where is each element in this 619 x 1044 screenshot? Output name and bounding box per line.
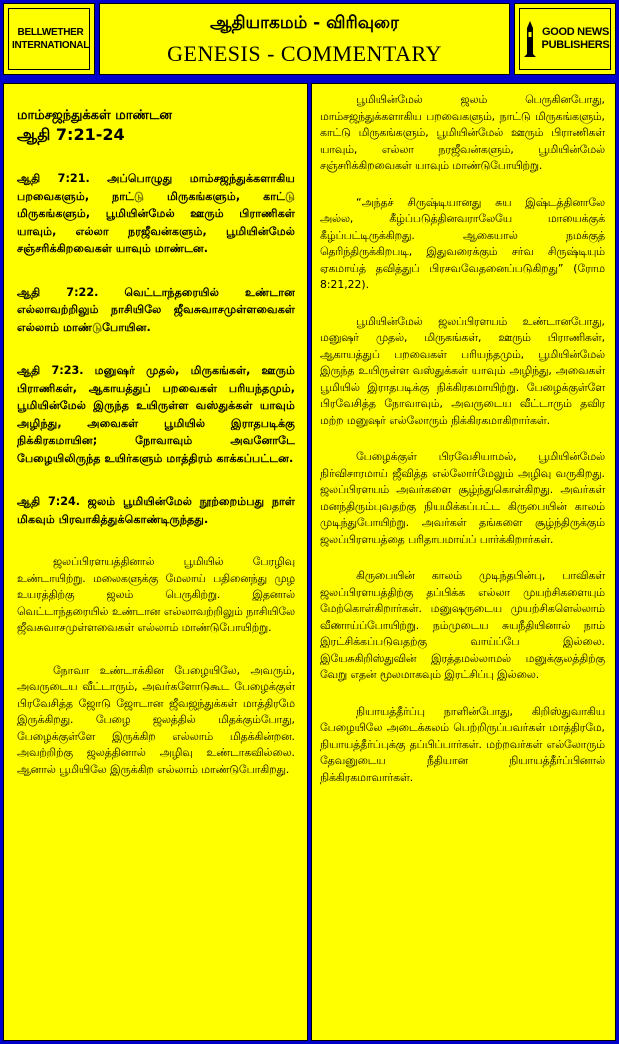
- commentary-paragraph: கிருபையின் காலம் முடிந்தபின்பு, பாவிகள் ஜலப்பிரளயத்திற்கு தப்பிக்க எல்லா முயற்சிகளையும் மேற்கொள்கிறார்கள். மனுஷருடைய முயற்சிகளெல்லாம் வீணாய்ப்போயிற்று. நம்முடைய சுயநீதியினால் நாம் இரட்சிக்கப்படுவதற்கு வாய்ப்பே இல்லை. இயேசுகிறிஸ்துவின் இரத்தமல்லாமல் மனுக்குலத்திற்கு வேறு எதன் மூலமாகவும் இரட்சிப்பு இல்லை.: [320, 569, 605, 681]
- commentary-paragraph: பேழைக்குள் பிரவேசியாமல், பூமியின்மேல் நிர்விசாரமாய் ஜீவித்த எல்லோர்மேலும் அழிவு வருகிறது. ஜலப்பிரளயம் அவர்களை சூழ்ந்துகொள்கிறது. அவர்கள் மனந்திரும்புவதற்கு நியமிக்கப்பட்ட கிருபையின் காலம் முடிந்துபோயிற்று. அவர்கள் தங்களை சூழ்ந்திருக்கும் ஜலப்பிரளயத்தை பரிதாபமாய்ப் பார்க்கிறார்கள்.: [320, 450, 605, 546]
- good-news-logo: [514, 3, 616, 75]
- title-tamil: ஆதியாகமம் - விரிவுரை: [210, 13, 399, 33]
- commentary-paragraph: பூமியின்மேல் ஜலப்பிரளயம் உண்டானபோது, மனுஷர் முதல், மிருகங்கள், ஊரும் பிராணிகள், ஆகாயத்துப் பறவைகள் பரியந்தமும், பூமியின்மேல் இருந்த உயிருள்ள வஸ்துக்கள் யாவும் அழிந்து, அவைகள் பூமியில் இராதபடிக்கு நிக்கிரகமாயிற்று. பேழைக்குள்ளே பிரவேசித்த நோவாவும், அவருடைய வீட்டாரும் தவிர மற்ற மனுஷர் எல்லோரும் நிக்கிரகமாகிறார்கள்.: [320, 314, 605, 427]
- logo-line-2: INTERNATIONAL: [11, 40, 90, 51]
- bell-tower-icon: [521, 20, 539, 58]
- left-column: [3, 83, 308, 1041]
- title-english: GENESIS - COMMENTARY: [167, 41, 442, 66]
- verse-7-22: ஆதி 7:22. வெட்டாந்தரையில் உண்டான எல்லாவற்றிலும் நாசியிலே ஜீவசுவாசமுள்ளவைகள் எல்லாம் மாண்டுபோயின.: [17, 285, 295, 334]
- verse-7-24: ஆதி 7:24. ஜலம் பூமியின்மேல் நூற்றைம்பது நாள் மிகவும் பிரவாகித்துக்கொண்டிருந்தது.: [17, 495, 295, 526]
- logo-line-1: GOOD NEWS: [542, 26, 609, 38]
- bellwether-logo-frame: [8, 8, 90, 70]
- commentary-paragraph: ஜலப்பிரளயத்தினால் பூமியில் பேரழிவு உண்டாயிற்று. மலைகளுக்கு மேலாய் பதினைந்து முழ உயரத்திற்கு ஜலம் பெருகிற்று. இதனால் வெட்டாந்தரையில் உண்டான எல்லாவற்றிலும் நாசியிலே ஜீவசுவாசமுள்ளவைகள் எல்லாம் மாண்டுபோயிற்று.: [17, 555, 295, 634]
- commentary-paragraph: பூமியின்மேல் ஜலம் பெருகினபோது, மாம்சஜந்துக்களாகிய பறவைகளும், நாட்டு மிருகங்களும், காட்டு மிருகங்களும், பூமியின்மேல் ஊரும் பிராணிகள் யாவும், எல்லா நரஜீவன்களும், பூமியின்மேல் சஞ்சரிக்கிறவைகள் யாவும் மாண்டுபோயிற்று.: [320, 93, 605, 172]
- title-box: [99, 3, 510, 75]
- good-news-logo-frame: [519, 8, 611, 70]
- right-column: [311, 83, 616, 1041]
- bellwether-logo: [3, 3, 95, 75]
- logo-line-1: BELLWETHER: [17, 27, 84, 38]
- verse-7-21: ஆதி 7:21. அப்பொழுது மாம்சஜந்துக்களாகிய பறவைகளும், நாட்டு மிருகங்களும், காட்டு மிருகங்களும், பூமியின்மேல் ஊரும் பிராணிகள் யாவும், எல்லா நரஜீவன்களும், பூமியின்மேல் சஞ்சரிக்கிறவைகள் யாவும் மாண்டன.: [17, 172, 295, 255]
- scripture-reference: ஆதி 7:21-24: [17, 125, 125, 144]
- verse-7-23: ஆதி 7:23. மனுஷர் முதல், மிருகங்கள், ஊரும் பிராணிகள், ஆகாயத்துப் பறவைகள் பரியந்தமும், பூமியின்மேல் இருந்த உயிருள்ள வஸ்துக்கள் யாவும் அழிந்து, அவைகள் பூமியில் இராதபடிக்கு நிக்கிரகமாயின; நோவாவும் அவனோடே பேழையிலிருந்த உயிர்களும் மாத்திரம் காக்கப்பட்டன.: [17, 364, 295, 465]
- page-header: [0, 0, 619, 80]
- commentary-paragraph: நோவா உண்டாக்கின பேழையிலே, அவரும், அவருடைய வீட்டாரும், அவர்களோடுகூட பேழைக்குள் பிரவேசித்த ஜோடு ஜோடான ஜீவஜந்துக்கள் மாத்திரமே இருக்கிறது. பேழை ஜலத்தில் மிதக்கும்போது, பேழைக்குள்ளே இருக்கிற எல்லாம் மிதக்கின்றன. அவற்றிற்கு ஜலத்தினால் அழிவு உண்டாகவில்லை. ஆனால் பூமியிலே இருக்கிற எல்லாம் மாண்டுபோகிறது.: [17, 663, 295, 776]
- commentary-paragraph: நியாயத்தீர்ப்பு நாளின்போது, கிறிஸ்துவாகிய பேழையிலே அடைக்கலம் பெற்றிருப்பவர்கள் மாத்திரமே, நியாயத்தீர்ப்புக்கு தப்பிப்பார்கள். மற்றவர்கள் எல்லோரும் தேவனுடைய நீதியான நியாயத்தீர்ப்பினால் நிக்கிரகமாவார்கள்.: [320, 704, 605, 784]
- logo-line-2: PUBLISHERS: [541, 39, 610, 51]
- section-heading: மாம்சஜந்துக்கள் மாண்டன: [17, 108, 173, 123]
- scripture-quote: “அந்தச் சிருஷ்டியானது சுய இஷ்டத்தினாலே அல்ல, கீழ்ப்படுத்தினவராலேயே மாயைக்குக் கீழ்ப்பட்டிருக்கிறது. ஆகையால் நமக்குத் தெரிந்திருக்கிறபடி, இதுவரைக்கும் சர்வ சிருஷ்டியும் ஏகமாய்த் தவித்துப் பிரசவவேதனைப்படுகிறது” (ரோம 8:21,22).: [320, 195, 605, 291]
